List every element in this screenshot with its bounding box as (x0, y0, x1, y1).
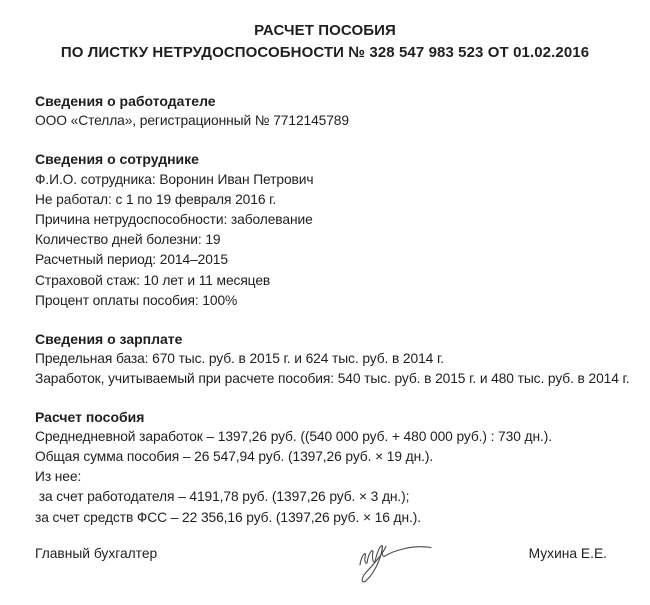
section-employer-info (35, 91, 640, 131)
sick-days-line: Количество дней болезни: 19 (35, 232, 221, 248)
total-benefit-line: Общая сумма пособия – 26 547,94 руб. (1397,26 руб. × 19 дн.). (35, 449, 434, 465)
employee-fio-line: Ф.И.О. сотрудника: Воронин Иван Петрович (35, 171, 314, 187)
insurance-record-line: Страховой стаж: 10 лет и 11 месяцев (35, 272, 271, 288)
counted-earnings-line: Заработок, учитываемый при расчете пособия: 540 тыс. руб. в 2015 г. и 480 тыс. руб. в 2014 г. (35, 371, 630, 387)
document-subtitle: ПО ЛИСТКУ НЕТРУДОСПОСОБНОСТИ № 328 547 983 523 ОТ 01.02.2016 (60, 44, 590, 61)
signer-role-label: Главный бухгалтер (35, 545, 158, 561)
document-header (0, 20, 650, 64)
document-title: РАСЧЕТ ПОСОБИЯ (254, 22, 396, 39)
base-limit-line: Предельная база: 670 тыс. руб. в 2015 г. и 624 тыс. руб. в 2014 г. (35, 351, 444, 367)
signer-name: Мухина Е.Е. (528, 545, 607, 561)
incapacity-reason-line: Причина нетрудоспособности: заболевание (35, 212, 313, 228)
section-heading: Сведения о работодателе (35, 93, 216, 109)
section-heading: Сведения о зарплате (35, 331, 183, 348)
section-salary-info (35, 329, 640, 390)
section-heading: Сведения о сотруднике (35, 151, 199, 168)
employer-name-line: ООО «Стелла», регистрационный № 7712145789 (35, 113, 349, 129)
signature-scribble (352, 534, 437, 586)
section-benefit-calculation (35, 407, 640, 528)
signature-block (0, 542, 650, 598)
employer-share-line: за счет работодателя – 4191,78 руб. (1397,26 руб. × 3 дн.); (35, 489, 410, 505)
fss-share-line: за счет средств ФСС – 22 356,16 руб. (1397,26 руб. × 16 дн.). (35, 509, 421, 525)
absence-period-line: Не работал: с 1 по 19 февраля 2016 г. (35, 191, 277, 207)
section-employee-info (35, 149, 640, 311)
average-daily-earnings-line: Среднедневной заработок – 1397,26 руб. ((540 000 руб. + 480 000 руб.) : 730 дн.). (35, 428, 552, 444)
payment-percent-line: Процент оплаты пособия: 100% (35, 292, 238, 308)
calculation-period-line: Расчетный период: 2014–2015 (35, 252, 228, 268)
section-heading: Расчет пособия (35, 408, 145, 425)
breakdown-intro-line: Из нее: (35, 469, 82, 485)
